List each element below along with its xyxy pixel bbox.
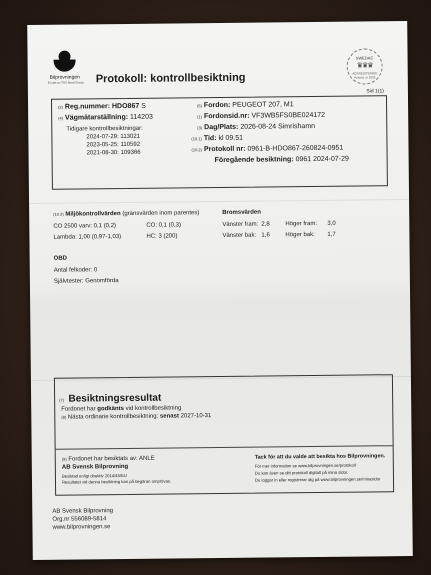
date-place-label: Dag/Plats: [204, 123, 239, 132]
result-pre: Fordonet har [61, 406, 96, 413]
reg-value: HDO867 [111, 102, 140, 111]
reg-label: Reg.nummer: [64, 103, 111, 111]
brake-left-front-label: Vänster fram: [222, 221, 259, 228]
seal-mid-text: ACKREDITERING [352, 71, 378, 76]
date-place-value: 2026-08-24 Simrishamn [240, 122, 316, 131]
emissions-label: Miljökontrollvärden [65, 211, 121, 218]
field-number: (1) [197, 114, 203, 120]
inspector-line [62, 456, 155, 463]
brake-left-front-value: 2,8 [261, 221, 270, 228]
vehicle-info-box [51, 95, 388, 190]
logo-name: Bilprovningen [49, 74, 80, 81]
protocol-label: Protokoll nr: [203, 145, 246, 154]
field-number: (8) [61, 414, 67, 420]
previous-inspections-label: Tidigare kontrollbesiktningar: [66, 125, 143, 133]
footer-website: www.bilprovningen.se [52, 524, 111, 531]
inspector-value: ANLE [139, 455, 155, 462]
field-number: (3) [197, 125, 203, 131]
result-title: Besiktningsresultat [68, 392, 162, 405]
time-row [191, 135, 243, 143]
date-place-row [197, 123, 315, 131]
brake-left-rear-value: 1,6 [261, 232, 270, 239]
emission-lambda: Lambda: 1,00 (0,97-1,03) [53, 234, 122, 241]
obd-heading: OBD [53, 255, 68, 262]
emissions-note: (gränsvärden inom parentes) [122, 210, 200, 218]
seal-accred-text: Ackred. nr 1002 [354, 75, 376, 80]
paper-fold [29, 199, 409, 204]
seal-top-text: SWEDAC [355, 55, 374, 61]
field-number: (10.1) [191, 136, 202, 142]
emission-co: CO: 0,1 (0,3) [146, 222, 182, 229]
emissions-heading [53, 210, 199, 218]
vehicle-model-row [197, 101, 294, 109]
previous-label: Föregående besiktning: [214, 156, 294, 165]
page-number: Sid 1(1) [366, 88, 384, 95]
field-number: (10.3) [53, 211, 64, 217]
odometer-value: 114203 [129, 113, 153, 121]
vin-value: VF3WB5FS0BE024172 [251, 111, 326, 120]
next-inspection-latest: senast [159, 413, 179, 420]
footer-org-number: Org.nr 556089-5814 [52, 516, 107, 523]
seal-small-text [348, 71, 382, 79]
field-number: (5) [197, 103, 202, 109]
field-number: (9) [61, 456, 67, 462]
inspection-protocol-sheet [27, 21, 413, 560]
next-inspection-date: 2027-10-31 [180, 413, 212, 420]
swedac-seal [346, 48, 382, 84]
time-label: Tid: [203, 135, 217, 143]
logo-subtitle: En del av TÜV Nord Group [47, 80, 84, 85]
result-heading [59, 388, 161, 407]
brake-right-front-label: Höger fram: [285, 220, 318, 228]
protocol-number-row [191, 145, 343, 154]
obd-self-tests: Självtester: Genomförda [53, 278, 119, 285]
three-crowns-icon: ♛♛♛ [356, 62, 373, 70]
brake-right-rear-label: Höger bak: [285, 232, 315, 239]
next-inspection-label: Nästa ordinarie kontrollbesiktning: [67, 413, 159, 421]
vin-label: Fordonsid.nr: [203, 112, 250, 121]
reg-suffix: S [141, 102, 146, 110]
inspector-label: Fordonet har besiktats av: [68, 455, 138, 463]
vin-row [197, 112, 325, 120]
obd-faults: Antal felkoder: 0 [53, 267, 98, 274]
bilprovningen-logo [47, 50, 84, 85]
vehicle-label: Fordon: [203, 101, 231, 110]
thanks-text: Tack för att du valde att besikta hos Bilprovningen. [254, 453, 386, 461]
page-title: Protokoll: kontrollbesiktning [95, 71, 246, 86]
odometer-label: Vägmätarställning: [64, 113, 129, 122]
result-post: vid kontrollbesiktning [125, 405, 182, 412]
odometer-row [58, 114, 153, 122]
info-line-3: Du loggar in eller registrerar dig på www.bilprovningen.se/minasidor [254, 476, 381, 483]
field-number: (2) [58, 104, 63, 110]
previous-inspection-3: 2021-08-30: 109366 [86, 149, 141, 157]
brake-right-front-value: 3,0 [327, 220, 336, 227]
brakes-heading: Bromsvärden [222, 209, 261, 216]
field-number: (7) [59, 397, 65, 403]
company-name: AB Svensk Bilprovning [61, 463, 129, 471]
previous-inspection-2: 2023-05-25: 110592 [86, 141, 141, 149]
result-divider [56, 445, 393, 450]
field-number: (10.2) [191, 147, 203, 153]
time-value: kl 09.51 [218, 134, 244, 143]
reg-number-row [58, 103, 146, 111]
protocol-value: 0961-B-HDO867-260824-0951 [247, 144, 344, 153]
previous-inspection-1: 2024-07-29: 113021 [86, 133, 141, 141]
logo-mark-icon [53, 51, 75, 73]
info-line-2: Du kan även se ditt protokoll digitalt på mina sidor. [254, 469, 349, 476]
footer-company: AB Svensk Bilprovning [52, 508, 114, 515]
next-inspection-line [61, 413, 211, 421]
field-number: (4) [58, 115, 64, 121]
brake-left-rear-label: Vänster bak: [222, 232, 257, 239]
review-text: Resultatet vid denna besiktning kan på begäran omprövas. [61, 478, 172, 485]
emission-co2500: CO 2500 varv: 0,1 (0,2) [53, 223, 117, 230]
previous-value: 0961 2024-07-29 [295, 155, 349, 164]
info-line-1: För mer information se www.bilprovningen.se/protokoll [254, 462, 356, 469]
brake-right-rear-value: 1,7 [327, 231, 336, 238]
emission-hc: HC: 3 (200) [146, 233, 178, 240]
result-approved: godkänts [97, 406, 124, 413]
previous-inspection-row [215, 156, 349, 164]
vehicle-value: PEUGEOT 207, M1 [232, 101, 294, 109]
directive-text: Besiktad enligt direktiv 2014/45/EU [61, 472, 127, 479]
inspection-result-box [54, 374, 394, 496]
result-approved-line [61, 405, 181, 412]
